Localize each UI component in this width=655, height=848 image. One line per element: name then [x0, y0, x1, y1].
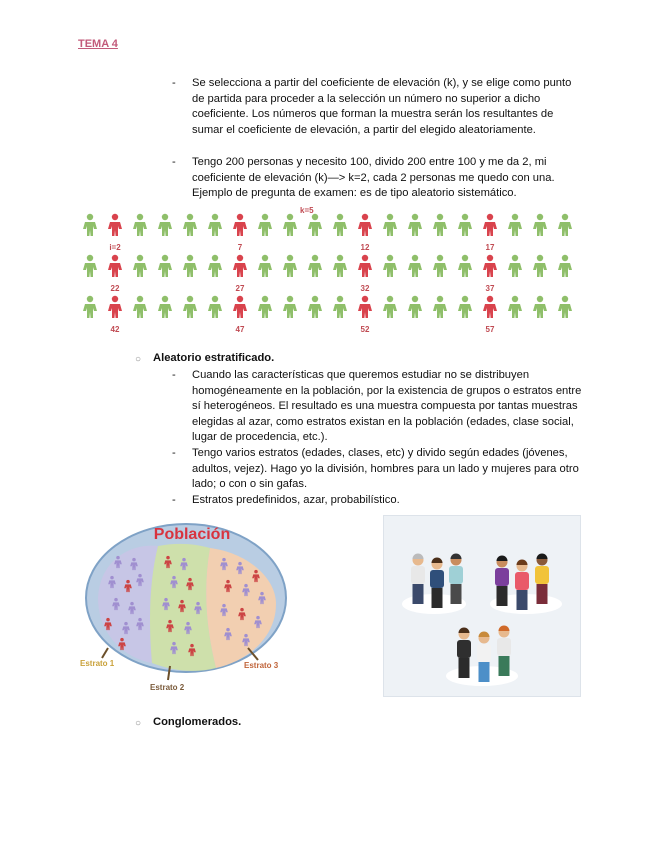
- list-item-text: Estratos predefinidos, azar, probabilístico.: [192, 494, 400, 506]
- dash-bullet: -: [172, 77, 176, 89]
- person: [433, 296, 447, 318]
- person: [133, 296, 147, 318]
- list-item: [172, 368, 582, 446]
- person: [508, 255, 522, 277]
- person: [133, 214, 147, 236]
- dash-bullet: -: [172, 494, 176, 506]
- selected-person: [483, 214, 497, 236]
- person: [433, 214, 447, 236]
- person-index-label: 32: [360, 284, 370, 293]
- person: [458, 214, 472, 236]
- person-index-label: 17: [485, 243, 495, 252]
- person: [208, 214, 222, 236]
- people-row-1: [78, 212, 580, 254]
- selected-person: [233, 296, 247, 318]
- group-person: [430, 558, 444, 609]
- person: [183, 296, 197, 318]
- person: [83, 296, 97, 318]
- page-title: TEMA 4: [78, 38, 118, 50]
- person: [333, 255, 347, 277]
- person: [383, 255, 397, 277]
- person: [258, 214, 272, 236]
- person: [533, 296, 547, 318]
- person: [433, 255, 447, 277]
- group-person: [495, 556, 509, 607]
- person: [258, 296, 272, 318]
- group-person: [515, 560, 529, 611]
- people-row-2: [78, 253, 580, 295]
- person: [383, 296, 397, 318]
- person: [333, 296, 347, 318]
- person: [533, 255, 547, 277]
- list-item-text: Tengo varios estratos (edades, clases, etc) y divido según edades (jóvenes, adultos, vejez). Hago yo la división, hombres para un lado y mujeres para otro lado; o con o sin gafas.: [192, 447, 579, 491]
- people-row-3: [78, 294, 580, 336]
- selected-person: [483, 296, 497, 318]
- population-diagram: [78, 518, 290, 696]
- person: [208, 296, 222, 318]
- group-person: [457, 628, 471, 679]
- list-item-text: Tengo 200 personas y necesito 100, divido 200 entre 100 y me da 2, mi coeficiente de elevación (k)—> k=2, cada 2 personas me quedo con una. Ejemplo de pregunta de examen: es de tipo aleatorio sistemático.: [192, 156, 555, 200]
- person: [83, 214, 97, 236]
- person: [383, 214, 397, 236]
- person-index-label: 37: [485, 284, 495, 293]
- person: [308, 296, 322, 318]
- population-strata-figure: [78, 518, 290, 696]
- selected-person: [233, 214, 247, 236]
- k-label: k=5: [300, 206, 314, 215]
- person: [283, 296, 297, 318]
- person: [158, 214, 172, 236]
- group-person: [477, 632, 491, 683]
- person: [408, 255, 422, 277]
- person: [333, 214, 347, 236]
- person: [533, 214, 547, 236]
- selected-person: [483, 255, 497, 277]
- section-heading-stratified: Aleatorio estratificado.: [153, 352, 275, 364]
- dash-bullet: -: [172, 369, 176, 381]
- selected-person: [358, 296, 372, 318]
- dash-bullet: -: [172, 447, 176, 459]
- group-person: [535, 554, 549, 605]
- selected-person: [108, 214, 122, 236]
- person: [283, 255, 297, 277]
- list-item: [172, 76, 582, 138]
- section-heading-clusters: Conglomerados.: [153, 716, 242, 728]
- population-title: Población: [153, 526, 231, 543]
- person-index-label: 47: [235, 325, 245, 334]
- dash-bullet: -: [172, 156, 176, 168]
- person: [558, 255, 572, 277]
- person-index-label: 22: [110, 284, 120, 293]
- person-index-label: 42: [110, 325, 120, 334]
- stratum-label-2: Estrato 2: [150, 683, 185, 692]
- list-item: [172, 493, 582, 509]
- selected-person: [233, 255, 247, 277]
- people-groups-illustration: [383, 515, 581, 697]
- person-index-label: 12: [360, 243, 370, 252]
- person-index-label: 7: [237, 243, 243, 252]
- person: [558, 296, 572, 318]
- person: [308, 214, 322, 236]
- selected-person: [358, 255, 372, 277]
- selected-person: [358, 214, 372, 236]
- stratum-label-3: Estrato 3: [244, 661, 279, 670]
- person: [308, 255, 322, 277]
- circle-bullet: ○: [135, 718, 142, 729]
- person: [458, 296, 472, 318]
- person: [458, 255, 472, 277]
- circle-bullet: ○: [135, 354, 142, 365]
- person: [183, 214, 197, 236]
- person: [83, 255, 97, 277]
- person-index-label: 52: [360, 325, 370, 334]
- people-groups-svg: [384, 516, 580, 696]
- group-person: [449, 554, 463, 605]
- person: [158, 296, 172, 318]
- list-item: [172, 446, 582, 493]
- person: [208, 255, 222, 277]
- group-person: [411, 554, 425, 605]
- person: [558, 214, 572, 236]
- selected-person: [108, 255, 122, 277]
- selected-person: [108, 296, 122, 318]
- person: [508, 214, 522, 236]
- person: [283, 214, 297, 236]
- person: [408, 214, 422, 236]
- list-item-text: Se selecciona a partir del coeficiente de elevación (k), y se elige como punto de partida para proceder a la selección un número no superior a dicho coeficiente. Los números que forman la muestra serán los resultantes de sumar el coeficiente de elevación, a partir del elegido aleatoriamente.: [192, 77, 572, 136]
- person-index-label: 57: [485, 325, 495, 334]
- person-index-label: 27: [235, 284, 245, 293]
- person: [408, 296, 422, 318]
- list-item: [172, 155, 582, 202]
- person: [158, 255, 172, 277]
- person: [258, 255, 272, 277]
- person: [508, 296, 522, 318]
- person-index-label: i=2: [109, 243, 121, 252]
- person: [133, 255, 147, 277]
- person: [183, 255, 197, 277]
- group-person: [497, 626, 511, 677]
- stratum-label-1: Estrato 1: [80, 659, 115, 668]
- list-item-text: Cuando las características que queremos estudiar no se distribuyen homogéneamente en la población, por la existencia de grupos o estratos entre sí heterogéneos. El resultado es una muestra compuesta por tantas muestras elegidas al azar, como estratos existan en la población (edades, clase social, lugar de procedencia, etc.).: [192, 369, 582, 444]
